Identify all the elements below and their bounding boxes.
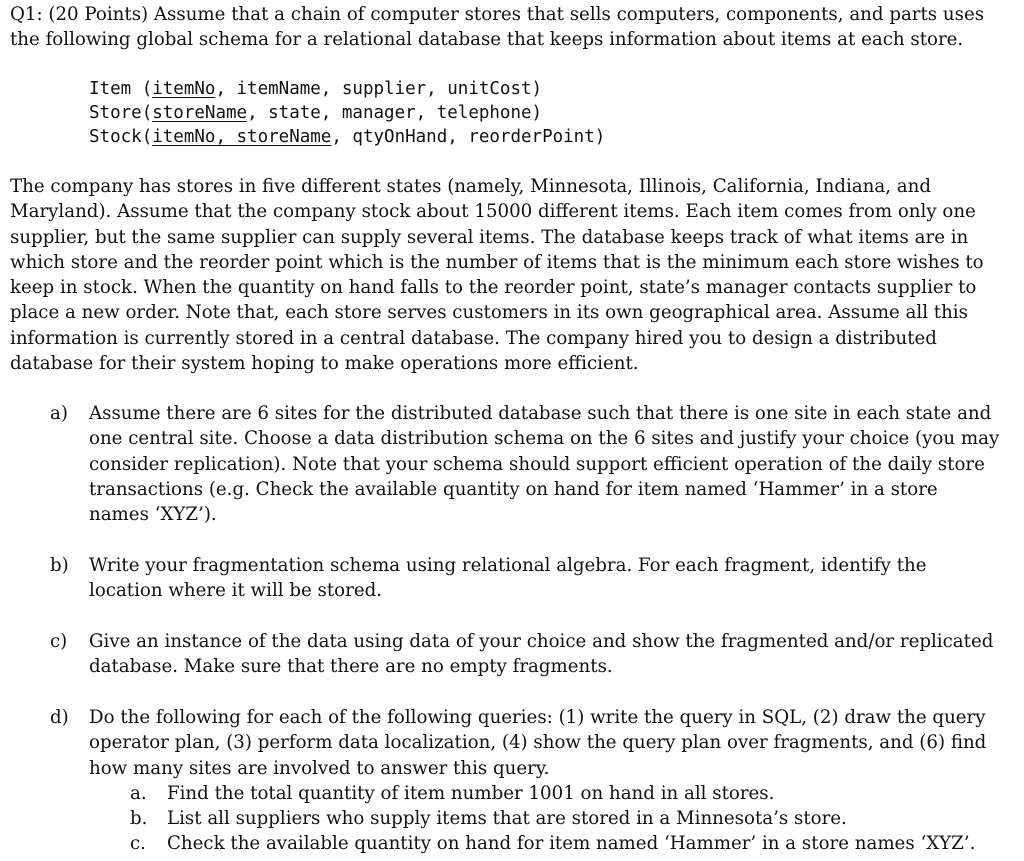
- schema-item-name: Item: [89, 79, 132, 99]
- question-label: d): [50, 707, 69, 728]
- subquery-b: [130, 806, 1010, 831]
- schema-store-open: (: [141, 103, 153, 123]
- schema-store-key: storeName: [152, 103, 248, 123]
- subquery-label: c.: [130, 833, 146, 854]
- question-text: Give an instance of the data using data of your choice and show the fragmented and/or replicated database. Make sure that there are no empty fragments.: [89, 631, 994, 678]
- schema-stock-key: itemNo, storeName: [152, 127, 332, 147]
- schema-stock-attributes: , qtyOnHand, reorderPoint): [331, 127, 606, 147]
- schema-item-attributes: , itemName, supplier, unitCost): [215, 79, 543, 99]
- question-text: Do the following for each of the following queries: (1) write the query in SQL, (2) draw the query operator plan, (3) perform data localization, (4) show the query plan over fragments, and (6) find how many sites are involved to answer this query.: [89, 707, 987, 779]
- subquery-a: [130, 781, 1010, 806]
- subquery-text: List all suppliers who supply items that are stored in a Minnesota’s store.: [167, 808, 847, 829]
- schema-item-key: itemNo: [152, 79, 216, 99]
- question-label: c): [50, 631, 68, 652]
- global-schema: [89, 77, 605, 149]
- question-c: [50, 629, 1000, 680]
- schema-store-name: Store: [89, 103, 142, 123]
- question-label: a): [50, 403, 68, 424]
- scenario-paragraph: The company has stores in five different states (namely, Minnesota, Illinois, California, Indiana, and Maryland). Assume that the company stock about 15000 different items. Each item comes from only one supplier, but the same supplier can supply several items. The database keeps track of what items are in which store and the reorder point which is the number of items that is the minimum each store wishes to keep in stock. When the quantity on hand falls to the reorder point, state’s manager contacts supplier to place a new order. Note that, each store serves customers in its own geographical area. Assume all this information is currently stored in a central database. The company hired you to design a distributed database for their system hoping to make operations more efficient.: [10, 176, 984, 375]
- question-label: b): [50, 555, 69, 576]
- question-d: [50, 705, 1000, 781]
- schema-stock-name: Stock: [89, 127, 142, 147]
- subquery-text: Find the total quantity of item number 1001 on hand in all stores.: [167, 783, 775, 804]
- subquery-text: Check the available quantity on hand for item named ‘Hammer’ in a store names ‘XYZ’.: [167, 833, 976, 854]
- question-text: Assume there are 6 sites for the distributed database such that there is one site in each state and one central site. Choose a data distribution schema on the 6 sites and justify your choice (you may consider replication). Note that your schema should support efficient operation of the daily store transactions (e.g. Check the available quantity on hand for item named ‘Hammer’ in a store names ‘XYZ’).: [89, 403, 1000, 526]
- schema-store: [89, 101, 605, 125]
- schema-stock: [89, 125, 605, 149]
- subquery-c: [130, 831, 1010, 856]
- question-b: [50, 553, 1000, 604]
- question-a: [50, 401, 1000, 527]
- question-text: Write your fragmentation schema using relational algebra. For each fragment, identify the location where it will be stored.: [89, 555, 927, 602]
- subquery-label: b.: [130, 808, 148, 829]
- subquery-label: a.: [130, 783, 147, 804]
- schema-item-open: (: [131, 79, 153, 99]
- schema-store-attributes: , state, manager, telephone): [247, 103, 543, 123]
- schema-item: [89, 77, 605, 101]
- schema-stock-open: (: [141, 127, 153, 147]
- question-intro: Q1: (20 Points) Assume that a chain of computer stores that sells computers, components, and parts uses the following global schema for a relational database that keeps information about items at each store.: [10, 4, 985, 51]
